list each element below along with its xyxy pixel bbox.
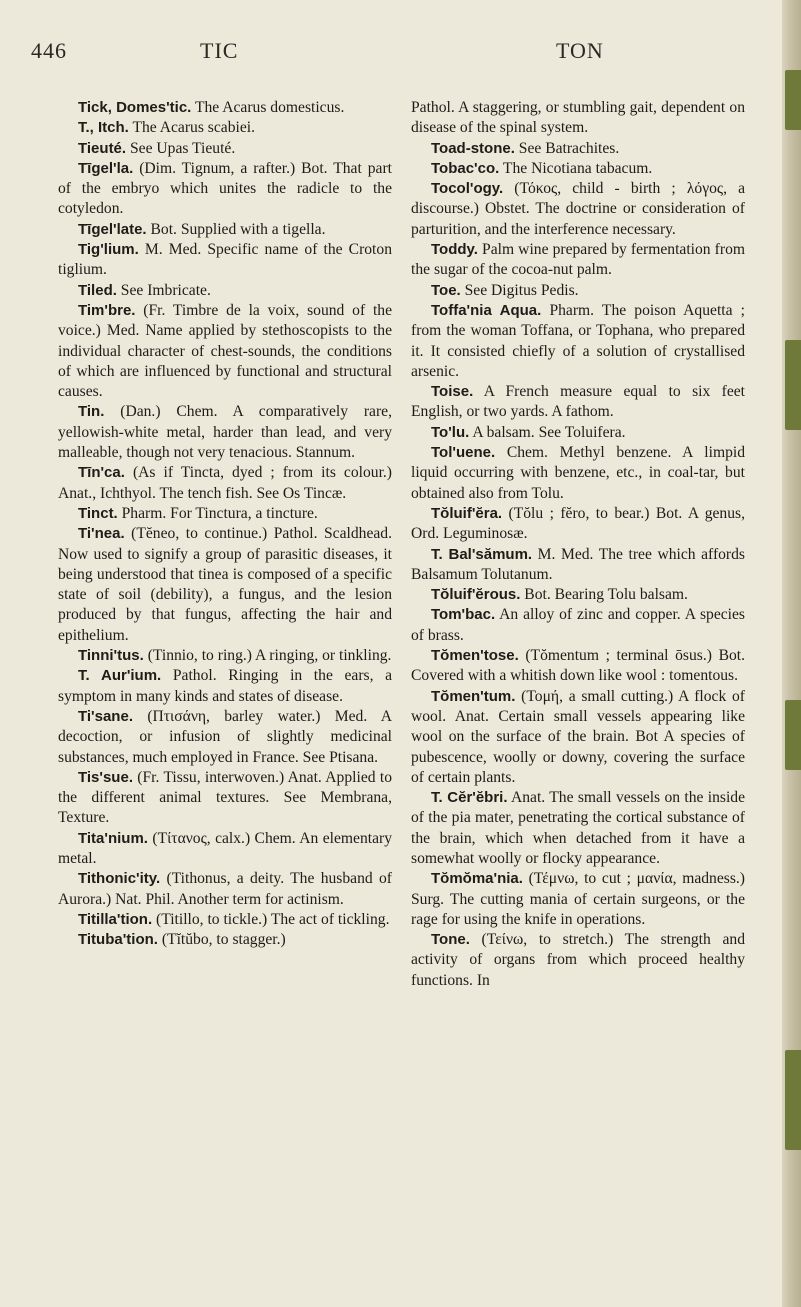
entry-definition: (Tĕneo, to continue.) Pathol. Scaldhead. Now used to signify a group of parasitic diseases, it being understood that tinea is composed of a specific state of soil (debility), a fungus, and the lesion produced by that fungus, affecting the hair and epithelium. (58, 525, 392, 644)
dictionary-entry (58, 829, 392, 870)
dictionary-entry (58, 930, 392, 950)
edge-tab (785, 70, 801, 130)
entry-headword: T., Itch. (78, 119, 129, 137)
dictionary-entry (58, 240, 392, 281)
entry-headword: T. Cĕr'ĕbri. (431, 789, 508, 807)
dictionary-entry (58, 646, 392, 666)
entry-headword: Tita'nium. (78, 829, 148, 847)
entry-definition: (As if Tincta, dyed ; from its colour.) Anat., Ichthyol. The tench fish. See Os Tincæ. (58, 464, 392, 502)
entry-definition: (Τείνω, to stretch.) The strength and activity of organs from which proceed healthy functions. In (411, 931, 745, 989)
entry-headword: Tīn'ca. (78, 464, 125, 482)
edge-tab (785, 1050, 801, 1150)
entry-headword: Tick, Domes'tic. (78, 99, 192, 116)
entry-definition: See Upas Tieuté. (126, 139, 236, 157)
header-right-word: TON (556, 38, 604, 63)
dictionary-entry (58, 869, 392, 910)
entry-definition: Pathol. Ringing in the ears, a symptom in many kinds and states of disease. (58, 667, 393, 705)
entry-headword: Tocol'ogy. (431, 180, 504, 198)
edge-tab (785, 340, 801, 430)
entry-headword: Tobac'co. (431, 159, 500, 177)
entry-headword: Tŏmen'tum. (431, 687, 516, 705)
header-left-word: TIC (200, 38, 239, 63)
entry-headword: Tīgel'la. (78, 159, 134, 177)
entry-definition: (Τίτανος, calx.) Chem. An elementary metal. (58, 829, 392, 867)
entry-definition: (Τόκος, child - birth ; λόγος, a discourse.) Obstet. The doctrine or consideration of parturition, and the interference necessary. (411, 180, 745, 238)
entry-definition: (Tĭtŭbo, to stagger.) (157, 931, 286, 949)
entry-definition: M. Med. Specific name of the Croton tiglium. (58, 241, 392, 279)
page-number: 446 (31, 38, 67, 63)
entry-definition: See Imbricate. (116, 281, 211, 299)
dictionary-entry (411, 301, 745, 382)
dictionary-entry (411, 423, 745, 443)
entry-headword: Toise. (431, 383, 474, 401)
dictionary-entry (58, 666, 392, 707)
dictionary-entry (58, 504, 392, 524)
dictionary-entry (58, 281, 392, 301)
entry-definition: Pharm. For Tinctura, a tincture. (117, 504, 318, 522)
dictionary-entry (58, 139, 392, 159)
entry-definition: (Dim. Tignum, a rafter.) Bot. That part of the embryo which unites the radicle to the cotyledon. (58, 159, 392, 218)
entry-headword: Tinni'tus. (78, 647, 144, 665)
entry-definition: (Tŏmentum ; terminal ōsus.) Bot. Covered with a whitish down like wool : tomentous. (411, 647, 745, 685)
dictionary-entry (58, 301, 392, 402)
dictionary-entry (411, 504, 745, 545)
entry-headword: Tŏmen'tose. (431, 647, 519, 665)
entry-headword: Titilla'tion. (78, 910, 153, 928)
entry-definition: Anat. The small vessels on the inside of the pia mater, penetrating the cortical substance of the brain, which when detached from it have a somewhat woolly or flocky appearance. (411, 789, 745, 867)
dictionary-entry (58, 118, 392, 138)
entry-definition: (Τέμνω, to cut ; μανία, madness.) Surg. The cutting mania of certain surgeons, or the rage for using the knife in operations. (411, 870, 745, 928)
entry-headword: Tin. (78, 403, 105, 421)
entry-definition: (Tinnio, to ring.) A ringing, or tinkling. (143, 647, 392, 665)
entry-definition: (Πτισάνη, barley water.) Med. A decoction, or infusion of slightly medicinal substances, much employed in France. See Ptisana. (58, 707, 392, 766)
entry-headword: Toddy. (431, 241, 478, 259)
entry-definition: (Fr. Timbre de la voix, sound of the voice.) Med. Name applied by stethoscopists to the individual character of chest-sounds, the conditions of which are influenced by functional and structural causes. (58, 301, 392, 401)
entry-definition: The Acarus domesticus. (191, 99, 345, 116)
entry-headword: Tinct. (78, 504, 118, 522)
book-edge (782, 0, 801, 1307)
entry-definition: See Digitus Pedis. (460, 281, 579, 299)
dictionary-entry (411, 382, 745, 423)
entry-definition: Bot. Supplied with a tigella. (146, 220, 326, 238)
entry-headword: Tom'bac. (431, 606, 496, 624)
entry-headword: Toffa'nia Aqua. (431, 301, 542, 319)
dictionary-entry (58, 524, 392, 646)
entry-headword: Tim'bre. (78, 301, 136, 319)
entry-headword: Tŏmŏma'nia. (431, 870, 523, 888)
entry-headword: Ti'nea. (78, 525, 125, 543)
entry-headword: Tiled. (78, 281, 117, 299)
entry-headword: Tithonic'ity. (78, 870, 161, 888)
entry-definition: (Τομή, a small cutting.) A flock of wool. Anat. Certain small vessels appearing like wool on the surface of the brain. Bot A species of pubescence, woolly or downy, covering the surface of certain plants. (411, 687, 745, 786)
right-column (411, 98, 745, 991)
entry-definition: A French measure equal to six feet English, or two yards. A fathom. (411, 383, 745, 421)
dictionary-entry (411, 585, 745, 605)
entry-definition: (Tithonus, a deity. The husband of Aurora.) Nat. Phil. Another term for actinism. (58, 870, 392, 908)
entry-definition: A balsam. See Toluifera. (469, 423, 626, 441)
entry-headword: Tŏluif'ĕra. (431, 504, 503, 522)
entry-headword: T. Aur'ium. (78, 667, 162, 685)
entry-definition: (Dan.) Chem. A comparatively rare, yellowish-white metal, harder than lead, and very malleable, though not very tenacious. Stannum. (58, 403, 392, 462)
entry-headword: To'lu. (431, 423, 470, 441)
dictionary-entry (411, 545, 745, 586)
dictionary-entry (411, 788, 745, 869)
dictionary-entry (411, 443, 745, 504)
dictionary-entry (411, 159, 745, 179)
entry-definition: Bot. Bearing Tolu balsam. (520, 586, 688, 604)
entry-headword: Toe. (431, 281, 461, 299)
entry-definition: The Nicotiana tabacum. (499, 159, 653, 177)
entry-headword: Toad-stone. (431, 139, 515, 157)
entry-headword: Tone. (431, 931, 470, 949)
entry-headword: T. Bal'sămum. (431, 545, 533, 563)
dictionary-entry (411, 646, 745, 687)
dictionary-entry (58, 707, 392, 768)
entry-definition: M. Med. The tree which affords Balsamum Tolutanum. (411, 545, 745, 583)
entry-definition: Chem. Methyl benzene. A limpid liquid occurring with benzene, etc., in coal-tar, but obtained also from Tolu. (411, 444, 745, 502)
entry-headword: Tīgel'late. (78, 220, 147, 238)
dictionary-entry (58, 402, 392, 463)
dictionary-entry (411, 139, 745, 159)
dictionary-entry (411, 605, 745, 646)
entry-definition: Palm wine prepared by fermentation from the sugar of the cocoa-nut palm. (411, 241, 745, 279)
entry-definition: (Tŏlu ; fĕro, to bear.) Bot. A genus, Ord. Leguminosæ. (411, 504, 745, 543)
dictionary-entry (411, 281, 745, 301)
dictionary-entry (58, 463, 392, 504)
dictionary-entry (58, 220, 392, 240)
edge-tab (785, 700, 801, 770)
entry-definition: Pharm. The poison Aquetta ; from the woman Toffana, or Tophana, who prepared it. It consisted chiefly of a solution of crystallised arsenic. (411, 301, 745, 380)
dictionary-entry (411, 687, 745, 788)
dictionary-entry (411, 930, 745, 991)
entry-definition: The Acarus scabiei. (128, 119, 255, 137)
dictionary-entry (58, 98, 392, 118)
entry-definition: Pathol. A staggering, or stumbling gait, dependent on disease of the spinal system. (411, 99, 745, 137)
entry-headword: Tig'lium. (78, 241, 139, 259)
entry-headword: Tol'uene. (431, 444, 496, 462)
entry-definition: See Batrachites. (514, 139, 620, 157)
dictionary-entry (411, 179, 745, 240)
dictionary-entry (411, 98, 745, 139)
entry-headword: Tŏluif'ĕrous. (431, 586, 521, 604)
entry-definition: (Titillo, to tickle.) The act of tickling. (152, 910, 390, 928)
entry-headword: Ti'sane. (78, 707, 133, 725)
entry-headword: Tis'sue. (78, 768, 133, 786)
dictionary-entry (58, 159, 392, 220)
left-column (58, 98, 392, 950)
entry-headword: Tieuté. (78, 139, 127, 157)
dictionary-entry (58, 768, 392, 829)
entry-headword: Tituba'tion. (78, 931, 158, 949)
entry-definition: (Fr. Tissu, interwoven.) Anat. Applied to the different animal textures. See Membrana, Texture. (58, 768, 392, 827)
entry-definition: An alloy of zinc and copper. A species of brass. (411, 606, 745, 644)
dictionary-entry (411, 240, 745, 281)
dictionary-entry (411, 869, 745, 930)
dictionary-entry (58, 910, 392, 930)
